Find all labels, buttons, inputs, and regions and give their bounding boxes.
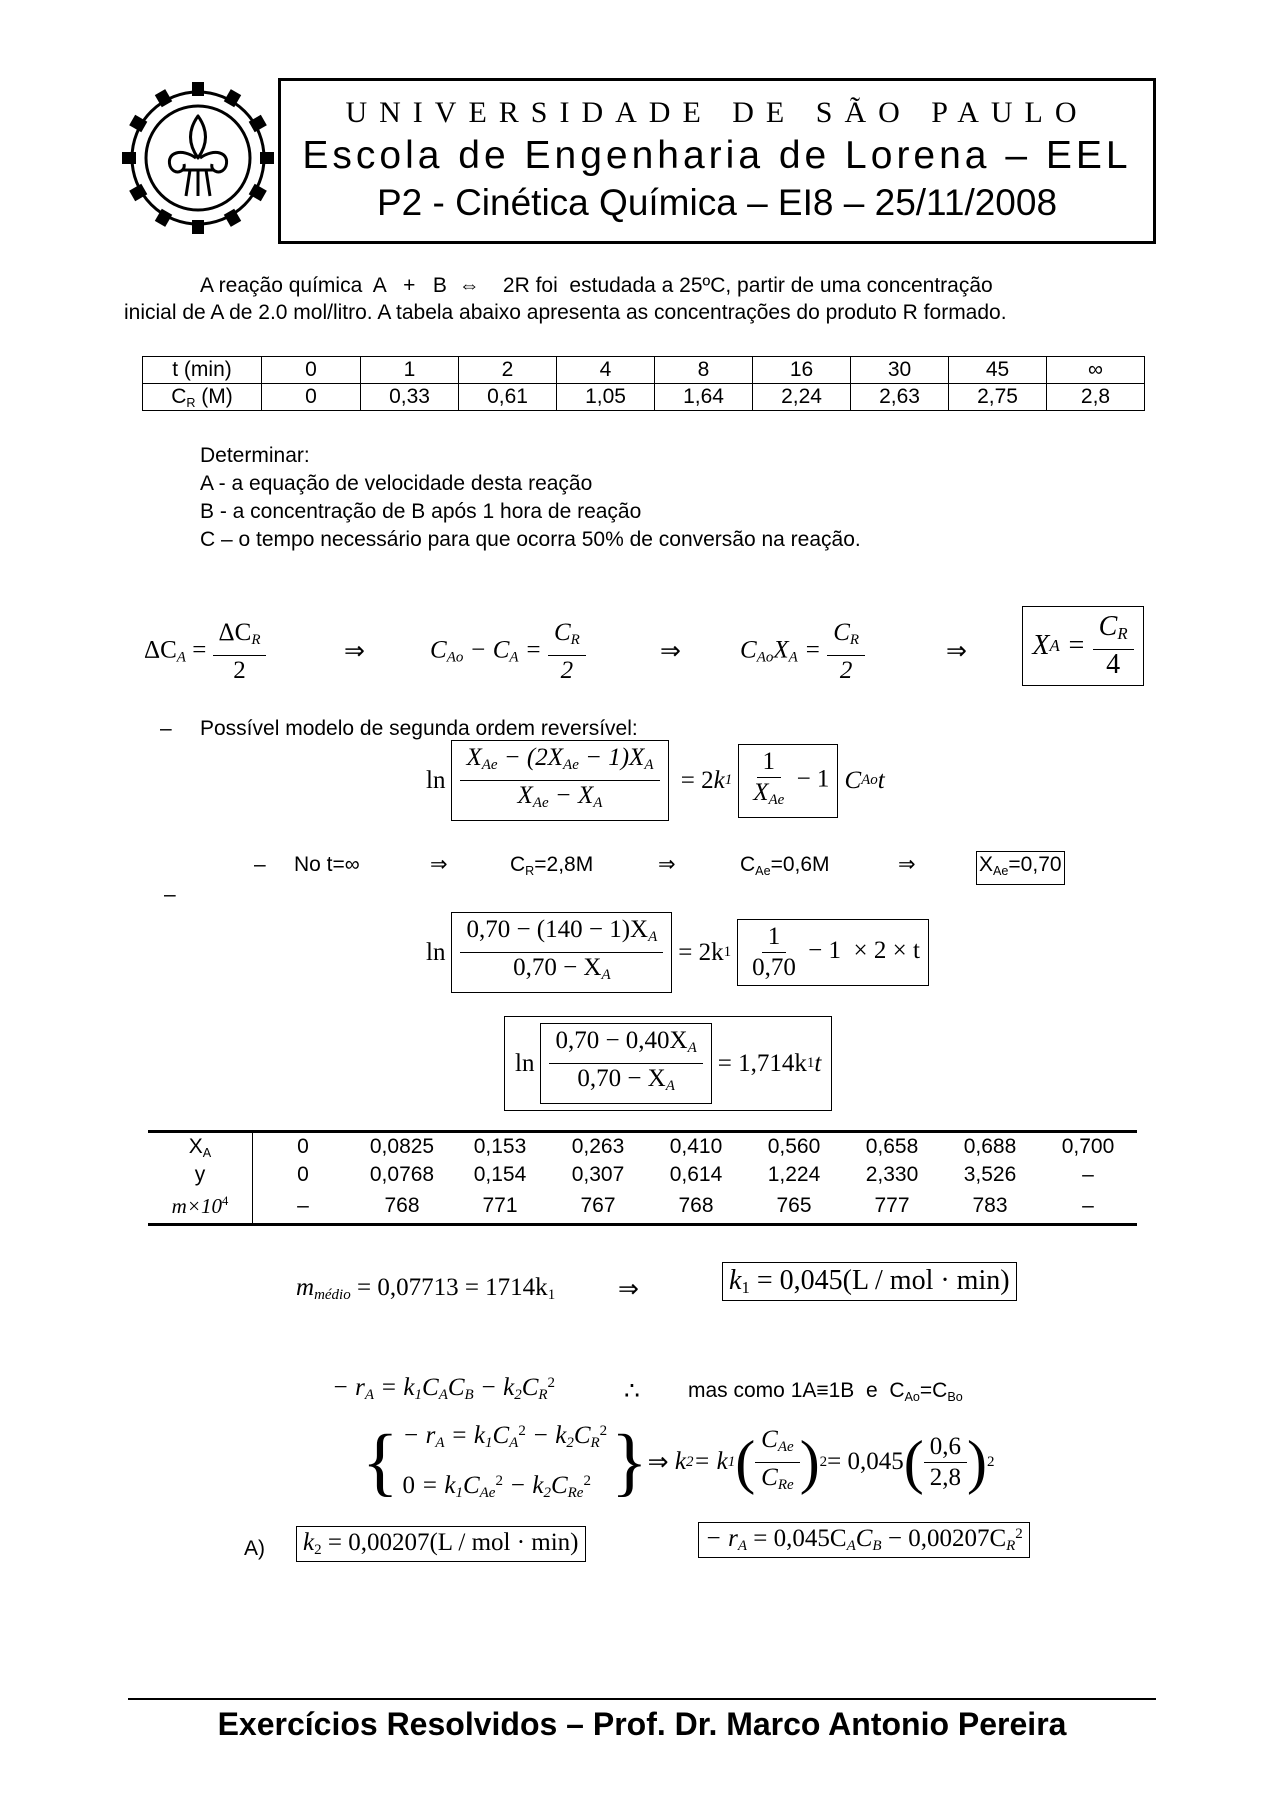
table-cell: 0,307 <box>571 1163 625 1186</box>
intro-line-1: A reação química A + B ⇔ 2R foi estudada a 25ºC, partir de uma concentração <box>200 274 993 297</box>
table-cell: – <box>1039 1189 1137 1225</box>
intro-line-2: inicial de A de 2.0 mol/litro. A tabela abaixo apresenta as concentrações do produto R formado. <box>124 301 1007 324</box>
table-cell: 4 <box>557 357 655 384</box>
table-cell: 0,560 <box>745 1132 843 1162</box>
table-row-label: $X_A$ <box>148 1132 253 1162</box>
table-row-label: $m\times 10^4$ <box>148 1189 253 1225</box>
no-t-infinity: No t=∞ <box>294 853 360 876</box>
arrow-5: ⇒ <box>658 853 676 876</box>
table-cell: 0 <box>262 384 361 411</box>
table-cell: 768 <box>647 1189 745 1225</box>
arrow-3: ⇒ <box>946 638 967 665</box>
table-row <box>143 357 1145 384</box>
arrow-7: ⇒ <box>618 1276 639 1303</box>
concentration-table <box>142 356 1145 411</box>
table-cell: 0,153 <box>451 1132 549 1162</box>
table-cell: 0 <box>253 1132 354 1162</box>
table-cell: 2,330 <box>865 1163 919 1186</box>
dash-1: – <box>160 717 172 740</box>
simplified-equation: ln $\frac{0,70 - 0,40X_A}{0,70 - X_A}$ = 1,714k 1 t <box>504 1016 832 1111</box>
tasks-title: Determinar: <box>200 444 310 467</box>
table-cell: 0,263 <box>549 1132 647 1162</box>
mas-como-text: mas como 1A≡1B e $C_{Ao}=C_{Bo}$ <box>688 1379 963 1404</box>
table-cell: 1,05 <box>557 384 655 411</box>
table-cell: 765 <box>745 1189 843 1225</box>
table-cell: 0,154 <box>473 1163 527 1186</box>
table-cell: 0,688 <box>941 1132 1039 1162</box>
numeric-equation: ln $\frac{0,70 - (140 - 1)X_A}{0,70 - X_A}$ = 2k 1 $\frac{1}{0,70}$ − 1 × 2 × t <box>426 912 935 993</box>
rate-law-result: − $r_A = 0,045C_AC_B - 0,00207C_R^2$ <box>698 1522 1030 1558</box>
school-name: Escola de Engenharia de Lorena – EEL <box>302 134 1132 177</box>
table-cell: – <box>1082 1163 1094 1186</box>
table-cell: 0,658 <box>843 1132 941 1162</box>
table-cell: 0,614 <box>669 1163 723 1186</box>
table-cell: 0,61 <box>459 384 557 411</box>
task-c: C – o tempo necessário para que ocorra 50% de conversão na reação. <box>200 528 861 551</box>
table-cell: ∞ <box>1047 357 1145 384</box>
table-row-label: $C_R$ (M) <box>143 384 262 411</box>
table-cell: 0 <box>297 1163 309 1186</box>
footer-divider <box>128 1698 1156 1700</box>
table-cell: 0,33 <box>361 384 459 411</box>
table-row <box>148 1161 1137 1189</box>
table-row <box>143 384 1145 411</box>
results-table <box>148 1130 1137 1226</box>
table-cell: 783 <box>941 1189 1039 1225</box>
table-cell: 1 <box>361 357 459 384</box>
usp-logo <box>118 78 278 238</box>
table-cell: 0,0768 <box>369 1163 435 1186</box>
table-cell: 2 <box>459 357 557 384</box>
table-cell: 767 <box>549 1189 647 1225</box>
dash-2: – <box>254 853 266 876</box>
equation-system: { − $r_A = k_1C_A^2 - k_2C_R^2$ $0 = k_1C_{Ae}^2 - k_2C_{Re}^2$ } ⇒ k 2 = k 1 ( $\frac{C_{Ae}}{C_{Re}}$ ) 2 = 0,045 ( $\frac{0,6}{2,8}$ ) 2 <box>362 1420 995 1504</box>
table-cell: 0,410 <box>647 1132 745 1162</box>
table-cell: 0 <box>262 357 361 384</box>
table-cell: 1,64 <box>655 384 753 411</box>
cr-equilibrium: $C_R=2,8M$ <box>510 853 594 878</box>
table-cell: 2,8 <box>1047 384 1145 411</box>
cae-equilibrium: $C_{Ae}=0,6M$ <box>740 853 830 878</box>
table-row <box>148 1189 1137 1225</box>
table-cell: 3,526 <box>963 1163 1017 1186</box>
answer-label: A) <box>244 1537 265 1560</box>
table-cell: 45 <box>949 357 1047 384</box>
dash-3: – <box>164 883 176 906</box>
conversion-result: X A = $\frac{C_R}{4}$ <box>1022 606 1144 686</box>
table-cell: 777 <box>843 1189 941 1225</box>
xae-result: $X_{Ae}=0,70$ <box>976 851 1065 885</box>
k1-result: $k_1 = 0,045(L$ / mol · min) <box>722 1262 1017 1301</box>
arrow-4: ⇒ <box>430 853 448 876</box>
table-row-label: y <box>148 1161 253 1189</box>
conversion-eq-1: $\Delta C_A$ = $\frac{\Delta C_R}{2}$ <box>144 618 266 686</box>
table-cell: 2,63 <box>851 384 949 411</box>
task-b: B - a concentração de B após 1 hora de reação <box>200 500 642 523</box>
arrow-2: ⇒ <box>660 638 681 665</box>
exam-title: P2 - Cinética Química – EI8 – 25/11/2008 <box>376 182 1058 223</box>
table-cell: 0,700 <box>1039 1132 1137 1162</box>
table-cell: – <box>253 1189 354 1225</box>
table-row <box>148 1132 1137 1162</box>
model-equation: ln $\frac{X_{Ae} - (2X_{Ae} - 1)X_A}{X_{Ae} - X_A}$ = 2 k 1 $\frac{1}{X_{Ae}}$ − 1 C Ao t <box>426 740 885 821</box>
table-cell: 771 <box>451 1189 549 1225</box>
therefore-symbol: ∴ <box>624 1378 640 1405</box>
arrow-1: ⇒ <box>344 638 365 665</box>
table-cell: 8 <box>655 357 753 384</box>
table-cell: 0,0825 <box>353 1132 451 1162</box>
table-cell: 2,24 <box>753 384 851 411</box>
task-a: A - a equação de velocidade desta reação <box>200 472 593 495</box>
table-cell: 30 <box>851 357 949 384</box>
rate-law: − $r_A = k_1C_AC_B - k_2C_R^2$ <box>332 1374 556 1403</box>
m-medio-equation: $m_{médio} = 0,07713 = 1714k_1$ <box>296 1274 556 1303</box>
university-name: UNIVERSIDADE DE SÃO PAULO <box>345 96 1089 129</box>
table-cell: 16 <box>753 357 851 384</box>
table-cell: 768 <box>353 1189 451 1225</box>
conversion-eq-2: $C_{Ao} - C_A$ = $\frac{C_R}{2}$ <box>430 618 586 686</box>
arrow-6: ⇒ <box>898 853 916 876</box>
conversion-eq-3: $C_{Ao}X_A$ = $\frac{C_R}{2}$ <box>740 618 865 686</box>
model-text: Possível modelo de segunda ordem reversível: <box>200 717 638 740</box>
k2-result: $k_2 = 0,00207(L$ / mol · min) <box>296 1526 586 1562</box>
table-row-label: t (min) <box>143 357 262 384</box>
table-cell: 1,224 <box>767 1163 821 1186</box>
table-cell: 2,75 <box>949 384 1047 411</box>
footer-text: Exercícios Resolvidos – Prof. Dr. Marco Antonio Pereira <box>217 1706 1067 1742</box>
